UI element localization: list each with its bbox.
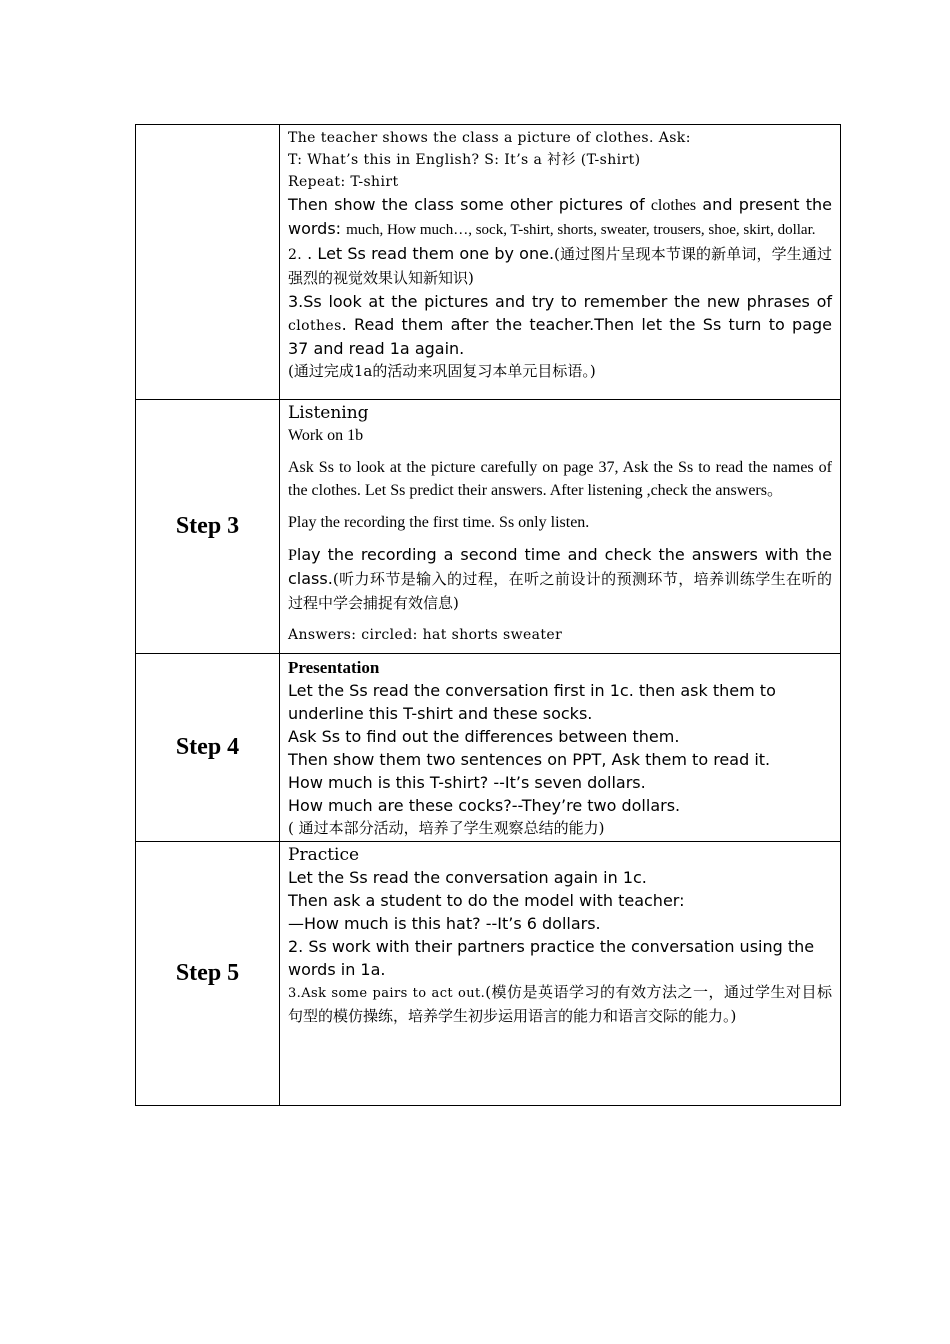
step-cell-empty: [136, 125, 280, 400]
step-cell: [136, 654, 280, 842]
text-run: 2.: [288, 247, 308, 263]
text-line: Let the Ss read the conversation first in 1c. then ask them to underline this T-shirt and these socks.: [288, 681, 776, 723]
text-run: and present the words:: [288, 195, 833, 238]
step-cell: [136, 842, 280, 1106]
answers-line: Answers: circled: hat shorts sweater: [288, 627, 563, 643]
step-label: Step 3: [175, 513, 240, 539]
text-line: How much are these cocks?--They’re two dollars.: [288, 796, 681, 815]
text-line: Work on 1b: [288, 427, 364, 444]
text-run: clothes: [650, 197, 697, 214]
table-row: [136, 125, 841, 400]
table-row: [136, 654, 841, 842]
text-paragraph: [288, 981, 832, 1028]
content-cell: [280, 654, 841, 842]
text-line: Ask Ss to find out the differences between them.: [288, 727, 680, 746]
step-label: Step 4: [175, 734, 240, 760]
content-cell: [280, 125, 841, 400]
text-run: . Let Ss read them one by one.: [307, 244, 555, 263]
text-line: —How much is this hat? --It’s 6 dollars.: [288, 914, 601, 933]
text-paragraph: Play the recording the first time. Ss only listen.: [288, 514, 590, 531]
text-line: How much is this T-shirt? --It’s seven dollars.: [288, 773, 646, 792]
text-run: . Read them after the teacher.Then let the Ss turn to page 37 and read 1a again.: [288, 315, 832, 358]
table-row: [136, 842, 841, 1106]
text-run: lay the recording a second time and check the answers with the class.: [288, 545, 832, 588]
vocabulary-list: much, How much…, sock, T-shirt, shorts, sweater, trousers, shoe, skirt, dollar.: [346, 222, 816, 238]
section-heading: Presentation: [288, 658, 380, 677]
text-line: Then ask a student to do the model with teacher:: [288, 891, 685, 910]
text-run: P: [288, 547, 297, 564]
text-line: The teacher shows the class a picture of clothes. Ask:: [288, 130, 691, 146]
text-line: 2. Ss work with their partners practice the conversation using the words in 1a.: [288, 937, 815, 979]
text-paragraph: [288, 193, 832, 242]
section-heading: Listening: [288, 403, 369, 423]
text-paragraph: [288, 543, 832, 615]
text-run: 3.Ss look at the pictures and try to remember the new phrases of: [288, 292, 832, 311]
text-run: Then show the class some other pictures of: [288, 195, 651, 214]
step-label: Step 5: [175, 960, 240, 986]
chinese-note: (听力环节是输入的过程，在听之前设计的预测环节，培养训练学生在听的过程中学会捕捉有效信息): [288, 570, 832, 612]
chinese-note: ( 通过本部分活动，培养了学生观察总结的能力): [288, 819, 605, 837]
text-line: Then show them two sentences on PPT, Ask them to read it.: [288, 750, 771, 769]
content-cell: [280, 400, 841, 654]
text-paragraph: Ask Ss to look at the picture carefully on page 37, Ask the Ss to read the names of the clothes. Let Ss predict their answers. After listening ,check the answers。: [288, 459, 832, 499]
table-row: [136, 400, 841, 654]
step-cell: [136, 400, 280, 654]
text-line: Let the Ss read the conversation again in 1c.: [288, 868, 647, 887]
lesson-plan-table: [135, 124, 841, 1106]
text-paragraph: [288, 242, 832, 290]
chinese-note: (模仿是英语学习的有效方法之一，通过学生对目标句型的模仿操练，培养学生初步运用语言的能力和语言交际的能力。): [288, 983, 832, 1025]
text-line: T: What’s this in English? S: It’s a 衬衫 (T-shirt): [288, 152, 641, 168]
chinese-note: (通过图片呈现本节课的新单词，学生通过强烈的视觉效果认知新知识): [288, 245, 833, 287]
chinese-note: (通过完成1a的活动来巩固复习本单元目标语。): [288, 362, 596, 380]
section-heading: Practice: [288, 845, 360, 865]
text-run: clothes: [288, 318, 342, 334]
text-line: Repeat: T-shirt: [288, 174, 399, 190]
content-cell: [280, 842, 841, 1106]
text-run: 3.Ask some pairs to act out.: [288, 986, 486, 1001]
text-paragraph: [288, 290, 832, 360]
